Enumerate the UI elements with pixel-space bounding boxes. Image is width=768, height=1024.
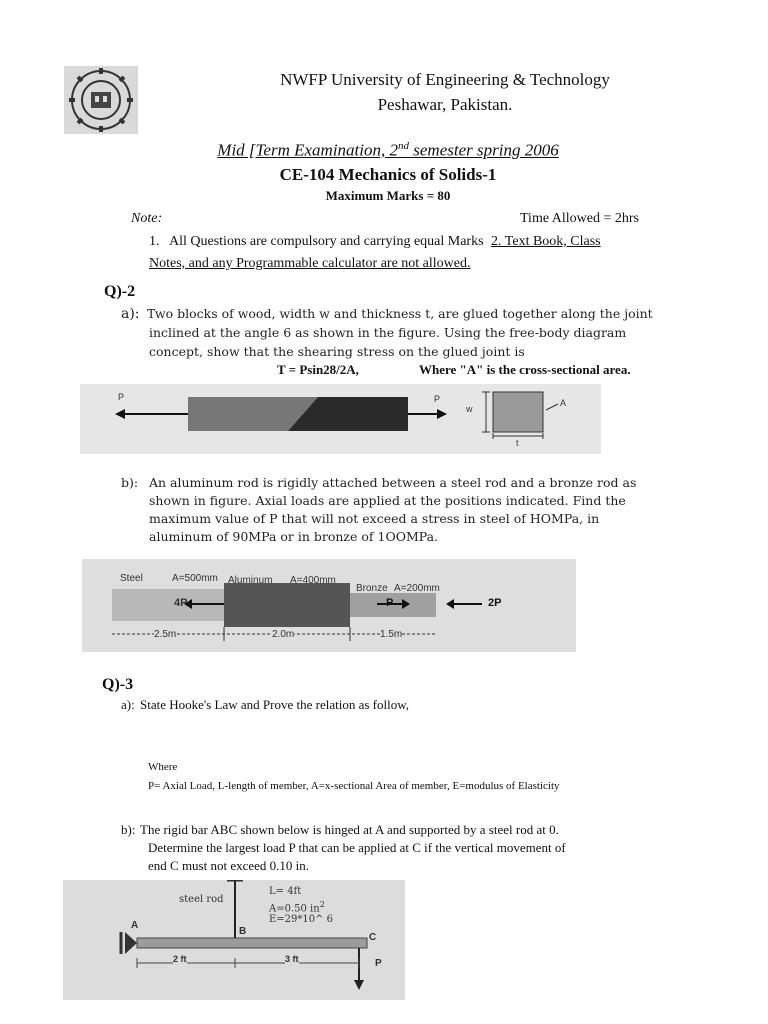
fig2-len-3: 1.5m (380, 629, 403, 640)
q2a-formula-note: Where "A" is the cross-sectional area. (419, 362, 631, 377)
exam-title-suffix: semester spring 2006 (409, 140, 559, 160)
note-item-1-text: All Questions are compulsory and carrying equal Marks (169, 234, 484, 249)
cross-section (493, 392, 543, 432)
q2a-line2: inclined at the angle 6 as shown in the figure. Using the free-body diagram (149, 325, 627, 340)
fig3-a-sup: 2 (319, 900, 325, 909)
q2a-formula: T = Psin28/2A, (277, 362, 359, 377)
fig2-load-2p: 2P (488, 597, 502, 609)
time-allowed: Time Allowed = 2hrs (520, 211, 639, 226)
aluminum-rod (224, 583, 350, 627)
fig3-l: L= 4ft (269, 886, 302, 897)
q3b-line3: end C must not exceed 0.10 in. (148, 858, 310, 873)
q2b-label: b): (121, 475, 139, 490)
q2b-line3: maximum value of P that will not exceed a stress in steel of HOMPa, in (149, 511, 600, 526)
exam-title-sup: nd (398, 140, 409, 152)
q3-heading: Q)-3 (102, 676, 134, 693)
fig3-e: E=29*10^ 6 (269, 914, 334, 925)
fig2-bronze: Bronze (356, 583, 388, 594)
load-arrow (354, 980, 364, 990)
q2b-figure (82, 559, 576, 652)
hinge-a (125, 932, 137, 954)
fig3-dim-2: 3 ft (285, 954, 299, 964)
fig2-len-2: 2.0m (272, 629, 295, 640)
q3a-label: a): (121, 697, 135, 712)
fig2-aluminum-area: A=400mm (290, 575, 336, 586)
note-item-2-line2: Notes, and any Programmable calculator are not allowed. (149, 256, 471, 271)
q2a-label: a): (121, 306, 140, 322)
note-item-2-line1: 2. Text Book, Class (491, 234, 601, 249)
university-logo (64, 66, 138, 134)
fig1-w: w (466, 404, 473, 414)
fig1-p-left: P (118, 392, 125, 402)
q2b-line2: shown in figure. Axial loads are applied at the positions indicated. Find the (149, 493, 626, 508)
q3a-where-def: P= Axial Load, L-length of member, A=x-sectional Area of member, E=modulus of Elasticity (148, 780, 560, 792)
fig2-steel: Steel (120, 573, 143, 584)
course-title: CE-104 Mechanics of Solids-1 (279, 165, 497, 184)
note-item-1 (149, 234, 601, 250)
q3a-text: State Hooke's Law and Prove the relation as follow, (140, 697, 410, 712)
note-label: Note: (131, 211, 163, 226)
q3b-line1: The rigid bar ABC shown below is hinged at A and supported by a steel rod at 0. (140, 822, 559, 837)
fig2-bronze-area: A=200mm (394, 583, 440, 594)
rigid-bar (137, 938, 367, 948)
q3b-figure (63, 880, 405, 1000)
fig2-load-p: P (386, 597, 394, 609)
q2a-figure (80, 384, 601, 454)
fig3-a-text: A=0.50 in (269, 903, 320, 915)
q2-heading: Q)-2 (104, 283, 136, 300)
q2b-line4: aluminum of 90MPa or in bronze of 1OOMPa. (149, 529, 439, 544)
fig3-dim-1: 2 ft (173, 954, 187, 964)
q3a-where: Where (148, 761, 178, 773)
fig2-len-1: 2.5m (154, 629, 177, 640)
fig3-steel-rod: steel rod (179, 894, 224, 905)
university-name: NWFP University of Engineering & Technology (280, 70, 610, 89)
exam-title-prefix: Mid [Term Examination, 2 (217, 140, 398, 160)
fig3-point-c: C (369, 932, 377, 943)
fig2-load-4p: 4P (174, 597, 188, 609)
exam-title (150, 140, 626, 161)
left-arrow-head (115, 409, 125, 419)
fig2-steel-area: A=500mm (172, 573, 218, 584)
q2a-line3: concept, show that the shearing stress on the glued joint is (149, 344, 525, 359)
block-left (188, 397, 288, 431)
fig3-p: P (375, 958, 382, 969)
fig3-point-a: A (131, 920, 139, 931)
fig3-a (269, 900, 325, 914)
q2b-line1: An aluminum rod is rigidly attached between a steel rod and a bronze rod as (149, 475, 637, 490)
max-marks: Maximum Marks = 80 (325, 188, 451, 203)
right-arrow-head (437, 409, 447, 419)
note-item-1-num: 1. (149, 234, 160, 249)
fig1-p-right: P (434, 394, 441, 404)
q3b-label: b): (121, 822, 136, 837)
fig3-point-b: B (239, 926, 247, 937)
q2a-line1: Two blocks of wood, width w and thickness t, are glued together along the joint (147, 306, 653, 321)
fig2-aluminum: Aluminum (228, 575, 273, 586)
fig1-t: t (516, 438, 519, 448)
fig1-a: A (560, 398, 567, 408)
university-location: Peshawar, Pakistan. (377, 95, 513, 114)
q3b-line2: Determine the largest load P that can be applied at C if the vertical movement of (148, 840, 566, 855)
